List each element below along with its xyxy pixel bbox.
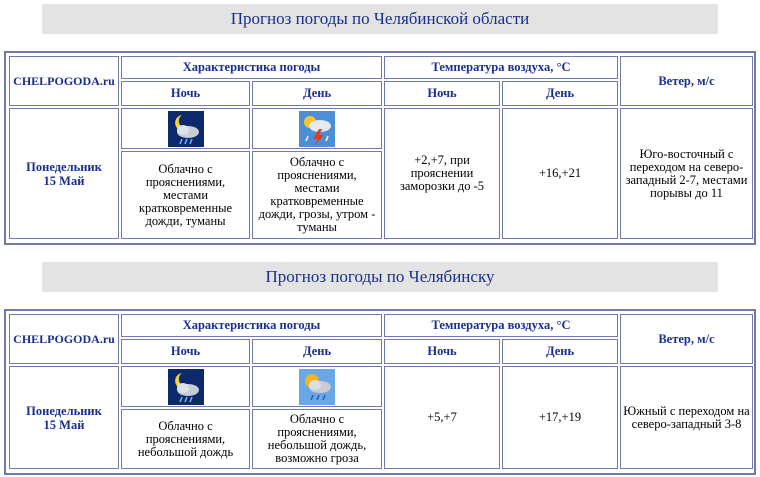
date: 15 Май xyxy=(43,417,85,432)
day-description: Облачно с прояснениями, местами кратковременные дожди, грозы, утром - туманы xyxy=(252,151,382,239)
weather-day-header: День xyxy=(252,339,382,364)
weekday: Понедельник xyxy=(26,403,102,418)
night-cloudy-rain-icon xyxy=(168,111,204,147)
night-cloudy-rain-icon xyxy=(168,369,204,405)
date: 15 Май xyxy=(43,173,85,188)
weather-night-header: Ночь xyxy=(121,81,250,106)
city-forecast-table xyxy=(4,309,756,475)
site-name: CHELPOGODA.ru xyxy=(9,56,119,106)
night-description: Облачно с прояснениями, местами кратковременные дожди, туманы xyxy=(121,151,250,239)
night-icon-cell xyxy=(121,366,250,407)
temperature-night-value: +5,+7 xyxy=(384,366,500,469)
temperature-night-header: Ночь xyxy=(384,339,500,364)
night-icon-cell xyxy=(121,108,250,149)
wind-value: Юго-восточный с переходом на северо-западный 2-7, местами порывы до 11 xyxy=(620,108,753,239)
weather-day-header: День xyxy=(252,81,382,106)
date-cell xyxy=(9,366,119,469)
date-cell xyxy=(9,108,119,239)
weather-header: Характеристика погоды xyxy=(121,314,382,337)
weekday: Понедельник xyxy=(26,159,102,174)
thunderstorm-icon xyxy=(299,111,335,147)
city-forecast-title: Прогноз погоды по Челябинску xyxy=(42,262,718,292)
temperature-day-header: День xyxy=(502,339,618,364)
day-icon-cell xyxy=(252,366,382,407)
temperature-header: Температура воздуха, °С xyxy=(384,314,618,337)
weather-header: Характеристика погоды xyxy=(121,56,382,79)
temperature-header: Температура воздуха, °С xyxy=(384,56,618,79)
region-forecast-table xyxy=(4,51,756,245)
night-description: Облачно с прояснениями, небольшой дождь xyxy=(121,409,250,469)
temperature-day-header: День xyxy=(502,81,618,106)
region-forecast-title: Прогноз погоды по Челябинской области xyxy=(42,4,718,34)
temperature-day-value: +17,+19 xyxy=(502,366,618,469)
day-icon-cell xyxy=(252,108,382,149)
weather-night-header: Ночь xyxy=(121,339,250,364)
temperature-night-value: +2,+7, при прояснении заморозки до -5 xyxy=(384,108,500,239)
day-description: Облачно с прояснениями, небольшой дождь, возможно гроза xyxy=(252,409,382,469)
temperature-day-value: +16,+21 xyxy=(502,108,618,239)
temperature-night-header: Ночь xyxy=(384,81,500,106)
wind-header: Ветер, м/с xyxy=(620,314,753,364)
wind-value: Южный с переходом на северо-западный 3-8 xyxy=(620,366,753,469)
site-name: CHELPOGODA.ru xyxy=(9,314,119,364)
wind-header: Ветер, м/с xyxy=(620,56,753,106)
sun-cloud-rain-icon xyxy=(299,369,335,405)
